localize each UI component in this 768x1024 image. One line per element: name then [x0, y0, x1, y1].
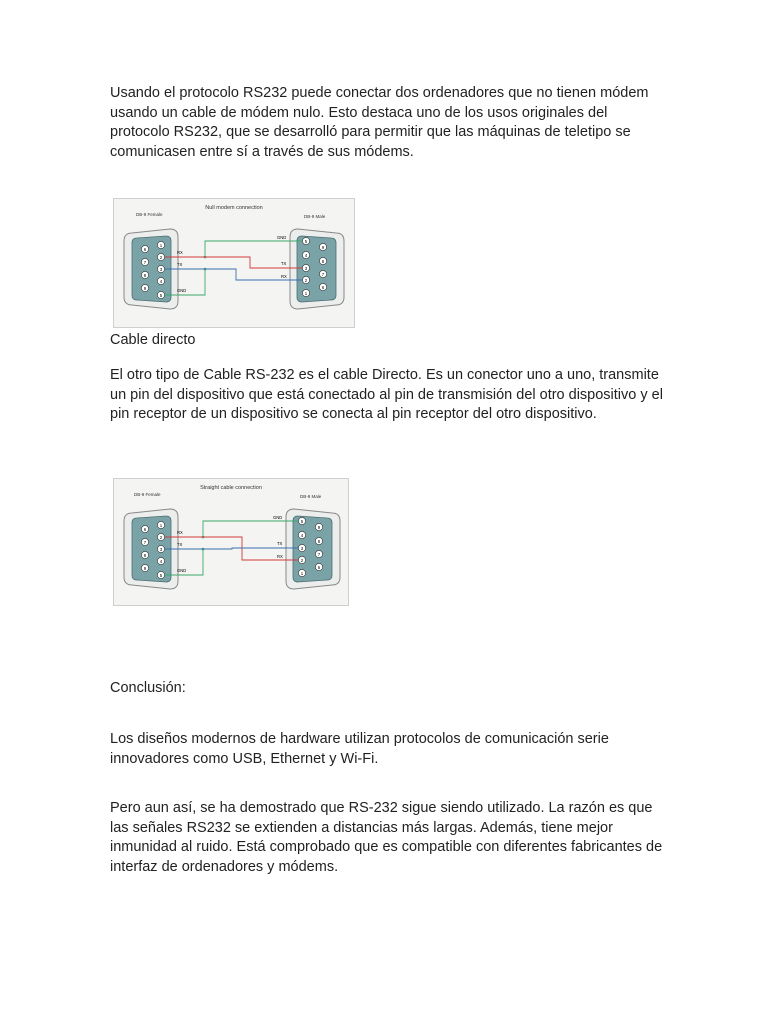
caption-cable-directo: Cable directo: [110, 332, 196, 348]
conclusion-paragraph-2: Pero aun así, se ha demostrado que RS-232 sigue siendo utilizado. La razón es que las señales RS232 se extienden a distancias más largas. Además, tiene mejor inmunidad al ruido. Está comprobado que es compatible con diferentes fabricantes de interfaz de ordenadores y módems.: [110, 800, 663, 875]
pin-label: 3: [300, 545, 304, 551]
pin-label: 2: [159, 254, 163, 260]
pin-label: 9: [317, 524, 321, 530]
pin-label: 5: [159, 572, 163, 578]
pin-label: 8: [321, 258, 325, 264]
pin-label: 7: [143, 259, 147, 265]
pin-label: 6: [321, 284, 325, 290]
signal-label-gnd: GND: [177, 568, 187, 573]
pin-label: 4: [159, 278, 163, 284]
pin-label: 5: [304, 238, 308, 244]
pin-label: 8: [317, 538, 321, 544]
intro-paragraph: Usando el protocolo RS232 puede conectar dos ordenadores que no tienen módem usando un cable de módem nulo. Esto destaca uno de los usos originales del protocolo RS232, que se desarrolló para permitir que las máquinas de teletipo se comunicasen entre sí a través de sus módems.: [110, 85, 649, 160]
right-connector-label: DB-9 Male: [304, 214, 326, 219]
pin-label: 9: [143, 285, 147, 291]
signal-label-tx: TX: [177, 262, 183, 267]
wire-green-top: [165, 521, 298, 537]
pin-label: 1: [159, 242, 163, 248]
signal-label-rx: RX: [177, 530, 183, 535]
wire-green-top: [165, 241, 302, 257]
pin-label: 4: [304, 252, 308, 258]
diagram-title: Straight cable connection: [200, 485, 262, 491]
pin-label: 9: [321, 244, 325, 250]
left-connector-label: DB-9 Female: [136, 212, 163, 217]
pin-label: 1: [159, 522, 163, 528]
pin-label: 8: [143, 272, 147, 278]
pin-label: 3: [304, 265, 308, 271]
pin-label: 2: [304, 277, 308, 283]
pin-label: 5: [300, 518, 304, 524]
pin-label: 2: [159, 534, 163, 540]
pin-label: 7: [317, 551, 321, 557]
pin-label: 9: [143, 565, 147, 571]
pin-label: 6: [143, 246, 147, 252]
signal-label-rx: RX: [177, 250, 183, 255]
signal-label-tx: TX: [177, 542, 183, 547]
pin-label: 1: [304, 290, 308, 296]
signal-label-rx-right: RX: [277, 554, 283, 559]
pin-label: 8: [143, 552, 147, 558]
pin-label: 4: [300, 532, 304, 538]
signal-label-rx-right: RX: [281, 274, 287, 279]
conclusion-paragraph-1: Los diseños modernos de hardware utilizan protocolos de comunicación serie innovadores como USB, Ethernet y Wi-Fi.: [110, 731, 609, 767]
signal-label-gnd-right: GND: [277, 235, 287, 240]
left-connector-label: DB-9 Female: [134, 492, 161, 497]
pin-label: 4: [159, 558, 163, 564]
null-modem-diagram: [113, 198, 355, 328]
signal-label-gnd: GND: [177, 288, 187, 293]
pin-label: 2: [300, 557, 304, 563]
pin-label: 6: [143, 526, 147, 532]
pin-label: 5: [159, 292, 163, 298]
wire-blue: [165, 548, 298, 549]
signal-label-gnd-right: GND: [273, 515, 283, 520]
pin-label: 1: [300, 570, 304, 576]
pin-label: 7: [143, 539, 147, 545]
straight-cable-diagram: [113, 478, 349, 606]
straight-cable-paragraph: El otro tipo de Cable RS-232 es el cable Directo. Es un conector uno a uno, transmite un pin del dispositivo que está conectado al pin de transmisión del otro dispositivo y el pin receptor de un dispositivo se conecta al pin receptor del otro dispositivo.: [110, 367, 663, 422]
right-connector-label: DB-9 Male: [300, 494, 322, 499]
pin-label: 3: [159, 266, 163, 272]
signal-label-tx-right: TX: [277, 541, 283, 546]
pin-label: 6: [317, 564, 321, 570]
pin-label: 7: [321, 271, 325, 277]
pin-label: 3: [159, 546, 163, 552]
conclusion-heading: Conclusión:: [110, 680, 186, 696]
diagram-title: Null modem connection: [205, 205, 263, 211]
signal-label-tx-right: TX: [281, 261, 287, 266]
